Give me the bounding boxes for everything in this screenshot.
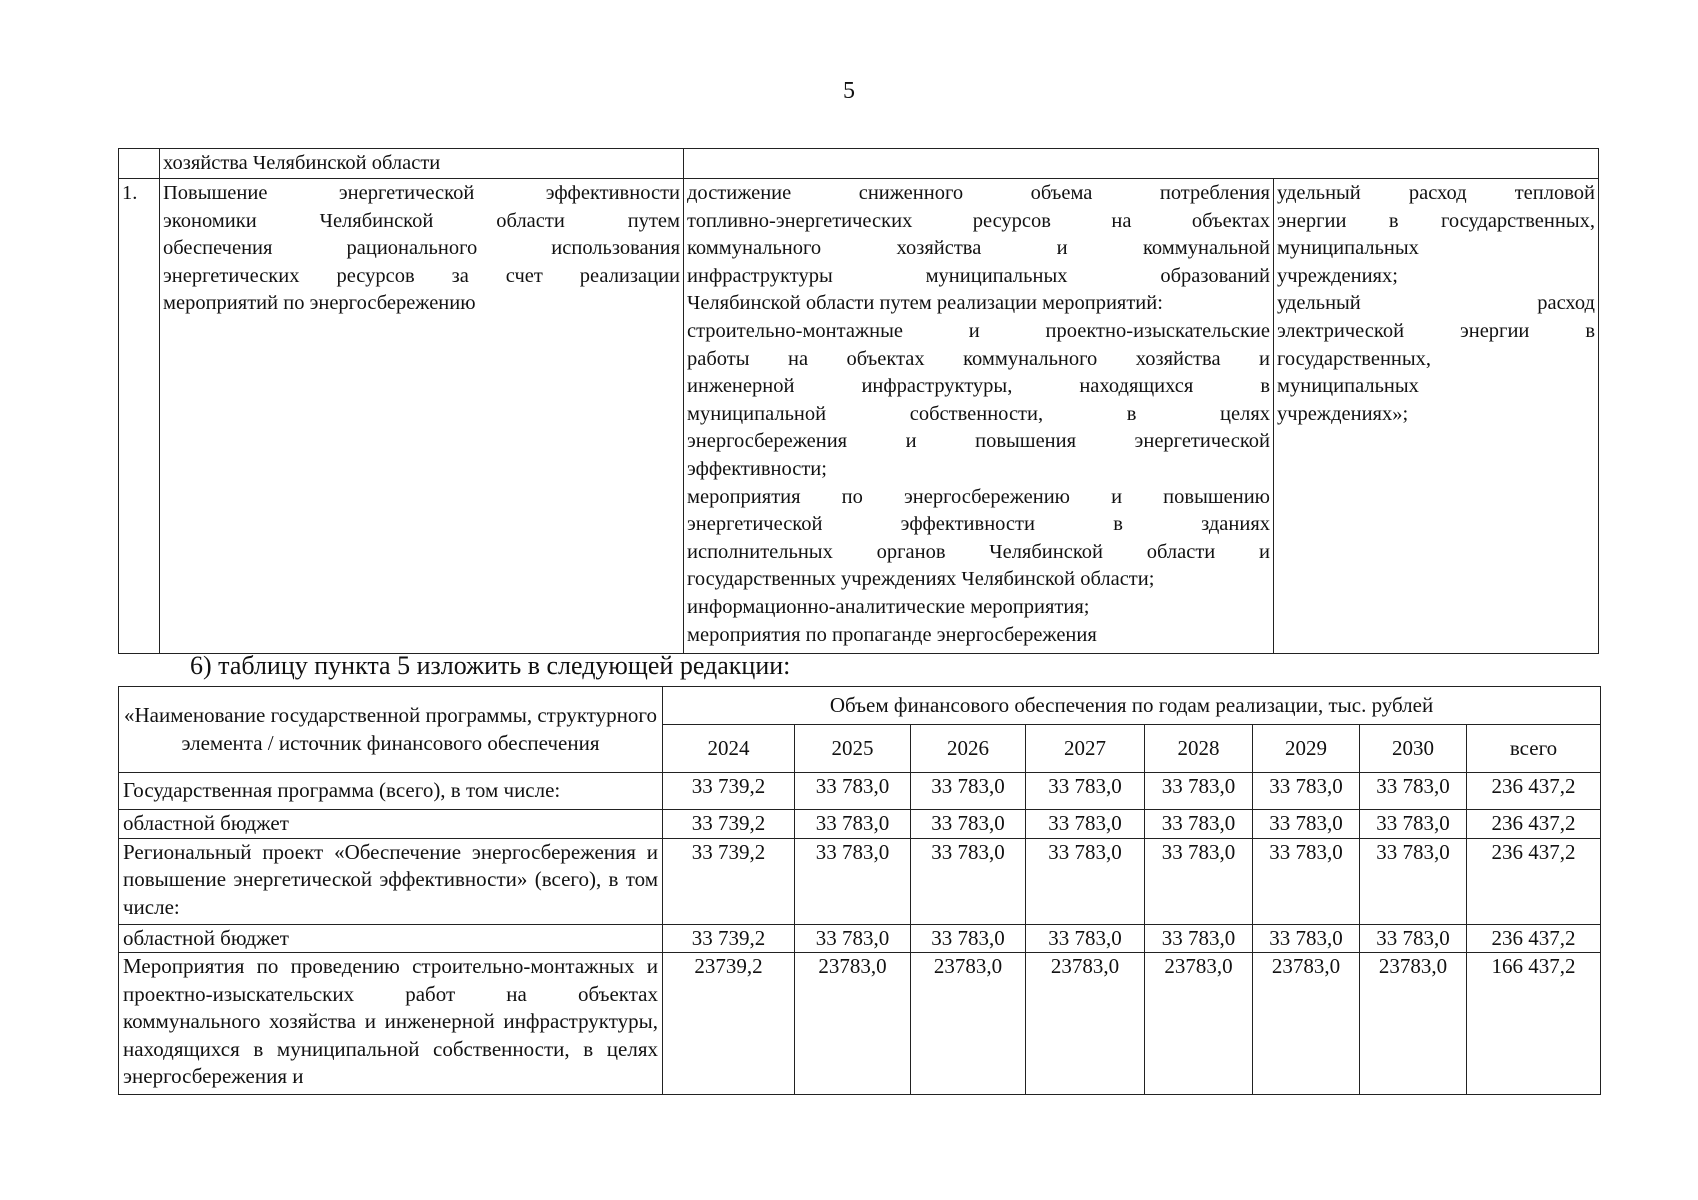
continuation-row [119,149,1599,179]
value-cell: 33 783,0 [1145,810,1253,839]
measures-table [118,148,1599,654]
total-cell: 236 437,2 [1467,810,1601,839]
value-cell: 33 739,2 [663,924,795,953]
year-header: 2030 [1360,725,1467,773]
value-cell: 33 783,0 [795,773,911,810]
value-cell: 33 783,0 [911,838,1026,924]
value-cell: 33 783,0 [911,924,1026,953]
value-cell: 33 783,0 [1145,924,1253,953]
row-number: 1. [119,179,160,654]
value-cell: 33 783,0 [1360,924,1467,953]
task-cell: Повышение энергетической эффективности экономики Челябинской области путем обеспечения рационального использования энергетических ресурсов за счет реализации мероприятий по энергосбережению [160,179,684,654]
empty-cell [119,149,160,179]
year-header: 2024 [663,725,795,773]
value-cell: 33 783,0 [1360,838,1467,924]
finance-table [118,686,1601,1095]
value-cell: 33 783,0 [1026,810,1145,839]
total-cell: 166 437,2 [1467,953,1601,1095]
table-row [119,924,1601,953]
indicators-cell: удельный расход тепловой энергии в государственных, муниципальных учреждениях; удельный расход электрической энергии в государственных, муниципальных учреждениях»; [1274,179,1599,654]
value-cell: 33 783,0 [795,924,911,953]
value-cell: 33 783,0 [1026,773,1145,810]
total-cell: 236 437,2 [1467,924,1601,953]
row-name: Региональный проект «Обеспечение энергосбережения и повышение энергетической эффективности» (всего), в том числе: [119,838,663,924]
total-cell: 236 437,2 [1467,838,1601,924]
value-cell: 23783,0 [1253,953,1360,1095]
value-cell: 23783,0 [1360,953,1467,1095]
page-number: 5 [843,78,855,104]
value-cell: 33 783,0 [1145,838,1253,924]
value-cell: 33 783,0 [1360,773,1467,810]
empty-cell [684,149,1599,179]
value-cell: 33 739,2 [663,838,795,924]
year-header: 2027 [1026,725,1145,773]
measures-cell: достижение сниженного объема потребления топливно-энергетических ресурсов на объектах коммунального хозяйства и коммунальной инфраструктуры муниципальных образований Челябинской области путем реализации мероприятий: строительно-монтажные и проектно-изыскательские работы на объектах коммунального хозяйства и инженерной инфраструктуры, находящихся в муниципальной собственности, в целях энергосбережения и повышения энергетической эффективности; мероприятия по энергосбережению и повышению энергетической эффективности в зданиях исполнительных органов Челябинской области и государственных учреждениях Челябинской области; информационно-аналитические мероприятия; мероприятия по пропаганде энергосбережения [684,179,1274,654]
row-name: областной бюджет [119,810,663,839]
name-header: «Наименование государственной программы, структурного элемента / источник финансового обеспечения [119,687,663,773]
table-row [119,810,1601,839]
total-cell: 236 437,2 [1467,773,1601,810]
value-cell: 33 783,0 [1026,838,1145,924]
value-cell: 33 783,0 [1145,773,1253,810]
section-heading: 6) таблицу пункта 5 изложить в следующей редакции: [190,651,791,680]
value-cell: 33 783,0 [1253,838,1360,924]
year-header: 2025 [795,725,911,773]
table-row [119,179,1599,654]
total-header: всего [1467,725,1601,773]
header-row [119,687,1601,725]
value-cell: 23783,0 [1026,953,1145,1095]
year-header: 2028 [1145,725,1253,773]
row-name: областной бюджет [119,924,663,953]
value-cell: 33 783,0 [1026,924,1145,953]
value-cell: 23783,0 [911,953,1026,1095]
value-cell: 33 783,0 [1253,810,1360,839]
value-cell: 33 783,0 [795,810,911,839]
value-cell: 23783,0 [1145,953,1253,1095]
value-cell: 23739,2 [663,953,795,1095]
value-cell: 33 783,0 [911,773,1026,810]
table-row [119,953,1601,1095]
value-cell: 33 783,0 [1253,773,1360,810]
value-cell: 33 783,0 [795,838,911,924]
value-cell: 33 783,0 [1253,924,1360,953]
value-cell: 33 739,2 [663,773,795,810]
row-name: Государственная программа (всего), в том числе: [119,773,663,810]
volume-header: Объем финансового обеспечения по годам реализации, тыс. рублей [663,687,1601,725]
table-row [119,838,1601,924]
value-cell: 33 739,2 [663,810,795,839]
year-header: 2029 [1253,725,1360,773]
value-cell: 23783,0 [795,953,911,1095]
value-cell: 33 783,0 [911,810,1026,839]
year-header: 2026 [911,725,1026,773]
table-row [119,773,1601,810]
row-name: Мероприятия по проведению строительно-монтажных и проектно-изыскательских работ на объектах коммунального хозяйства и инженерной инфраструктуры, находящихся в муниципальной собственности, в целях энергосбережения и [119,953,663,1095]
continuation-cell: хозяйства Челябинской области [160,149,684,179]
value-cell: 33 783,0 [1360,810,1467,839]
